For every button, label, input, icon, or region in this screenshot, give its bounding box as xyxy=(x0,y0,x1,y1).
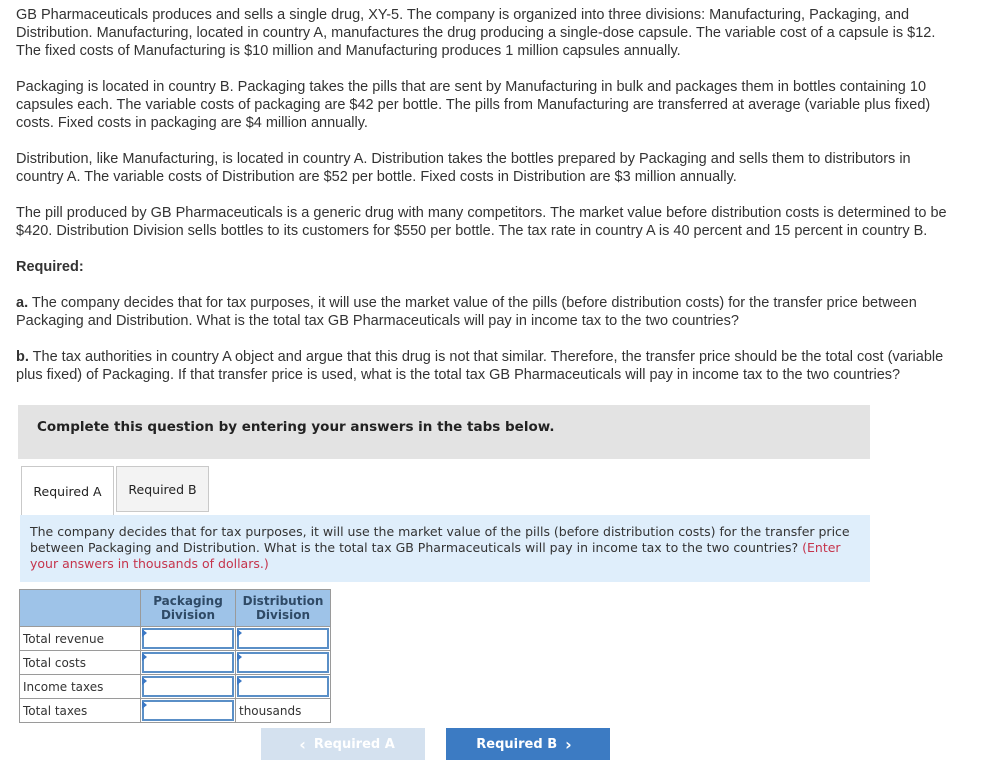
table-header-row xyxy=(20,590,331,627)
unit-label: thousands xyxy=(236,699,331,723)
chevron-right-icon: › xyxy=(565,734,572,754)
tab-required-a-label: Required A xyxy=(33,483,102,499)
answer-table xyxy=(19,589,331,723)
question-text: The company decides that for tax purposes, it will use the market value of the pills (before distribution costs) for the transfer price between Packaging and Distribution. What is the total tax GB Pharmaceuticals will pay in income tax to the two countries? xyxy=(30,524,850,555)
required-heading: Required: xyxy=(16,259,84,275)
problem-paragraph-1: GB Pharmaceuticals produces and sells a single drug, XY-5. The company is organized into three divisions: Manufacturing, Packaging, and Distribution. Manufacturing, located in country A, manufactures the drug producing a single-dose capsule. The variable cost of a capsule is $12. The fixed costs of Manufacturing is $10 million and Manufacturing produces 1 million capsules annually. xyxy=(16,7,936,59)
input-marker-icon xyxy=(142,653,147,661)
prev-button-label: Required A xyxy=(313,736,395,752)
row-label-total-costs: Total costs xyxy=(20,651,141,675)
input-marker-icon xyxy=(142,677,147,685)
column-header-packaging: Packaging Division xyxy=(141,590,236,627)
instructions-text: Complete this question by entering your answers in the tabs below. xyxy=(37,419,555,435)
cell-revenue-packaging xyxy=(141,627,236,651)
total-taxes-input[interactable] xyxy=(142,700,234,721)
revenue-distribution-input[interactable] xyxy=(237,628,329,649)
prev-required-a-button[interactable] xyxy=(261,728,425,760)
cell-taxes-distribution xyxy=(236,675,331,699)
tab-required-a[interactable] xyxy=(21,466,114,515)
question-box xyxy=(20,515,870,582)
table-row xyxy=(20,699,331,723)
required-a-body: The company decides that for tax purposes, it will use the market value of the pills (before distribution costs) for the transfer price between Packaging and Distribution. What is the total tax GB Pharmaceuticals will pay in income tax to the two countries? xyxy=(16,295,917,329)
table-row xyxy=(20,651,331,675)
problem-statement xyxy=(16,6,956,402)
next-button-label: Required B xyxy=(476,736,558,752)
input-marker-icon xyxy=(237,653,242,661)
cell-costs-packaging xyxy=(141,651,236,675)
input-marker-icon xyxy=(237,629,242,637)
tab-required-b[interactable] xyxy=(116,466,209,512)
costs-distribution-input[interactable] xyxy=(237,652,329,673)
cell-taxes-packaging xyxy=(141,675,236,699)
problem-paragraph-2: Packaging is located in country B. Packaging takes the pills that are sent by Manufacturing in bulk and packages them in bottles containing 10 capsules each. The variable costs of packaging are $42 per bottle. The pills from Manufacturing are transferred at average (variable plus fixed) costs. Fixed costs in packaging are $4 million annually. xyxy=(16,79,931,131)
cell-revenue-distribution xyxy=(236,627,331,651)
tab-required-b-label: Required B xyxy=(128,481,197,497)
required-b-text xyxy=(16,348,956,384)
taxes-packaging-input[interactable] xyxy=(142,676,234,697)
required-a-label: a. xyxy=(16,295,29,311)
row-label-total-revenue: Total revenue xyxy=(20,627,141,651)
cell-costs-distribution xyxy=(236,651,331,675)
problem-paragraph-4: The pill produced by GB Pharmaceuticals is a generic drug with many competitors. The market value before distribution costs is determined to be $420. Distribution Division sells bottles to its customers for $550 per bottle. The tax rate in country A is 40 percent and 15 percent in country B. xyxy=(16,205,947,239)
required-a-text xyxy=(16,294,956,330)
costs-packaging-input[interactable] xyxy=(142,652,234,673)
question-hint: (Enter your answers in thousands of dollars.) xyxy=(30,540,841,571)
column-header-distribution: Distribution Division xyxy=(236,590,331,627)
table-row xyxy=(20,627,331,651)
table-row xyxy=(20,675,331,699)
required-b-body: The tax authorities in country A object and argue that this drug is not that similar. Therefore, the transfer price should be the total cost (variable plus fixed) of Packaging. If that transfer price is used, what is the total tax GB Pharmaceuticals will pay in income tax to the two countries? xyxy=(16,349,944,383)
cell-total-taxes xyxy=(141,699,236,723)
chevron-left-icon: ‹ xyxy=(299,734,306,754)
revenue-packaging-input[interactable] xyxy=(142,628,234,649)
table-header-blank xyxy=(20,590,141,627)
taxes-distribution-input[interactable] xyxy=(237,676,329,697)
input-marker-icon xyxy=(142,629,147,637)
required-b-label: b. xyxy=(16,349,29,365)
row-label-income-taxes: Income taxes xyxy=(20,675,141,699)
problem-paragraph-3: Distribution, like Manufacturing, is located in country A. Distribution takes the bottles prepared by Packaging and sells them to distributors in country A. The variable costs of Distribution are $52 per bottle. Fixed costs in Distribution are $3 million annually. xyxy=(16,151,911,185)
next-required-b-button[interactable] xyxy=(446,728,610,760)
instructions-bar xyxy=(18,405,870,459)
input-marker-icon xyxy=(142,701,147,709)
row-label-total-taxes: Total taxes xyxy=(20,699,141,723)
input-marker-icon xyxy=(237,677,242,685)
